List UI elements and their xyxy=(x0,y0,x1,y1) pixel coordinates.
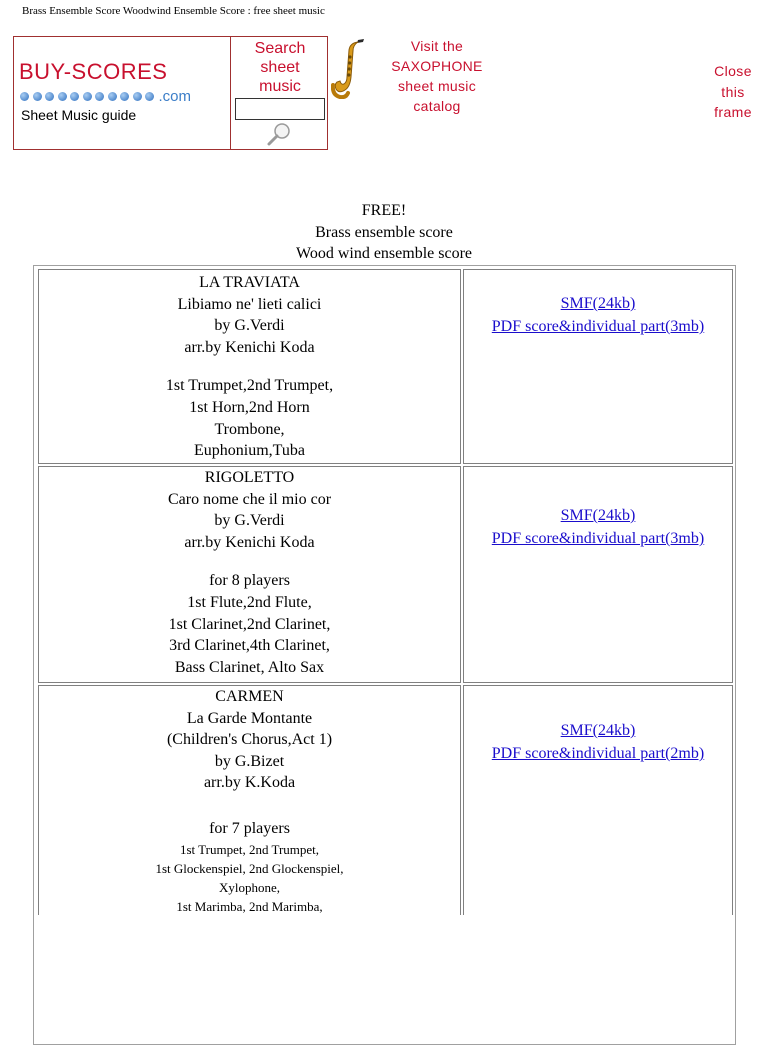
page-title: Brass Ensemble Score Woodwind Ensemble Score : free sheet music xyxy=(22,5,325,17)
logo-dot-icon xyxy=(70,92,79,101)
score-subtitle: Caro nome che il mio cor xyxy=(167,490,332,508)
saxophone-catalog-link[interactable]: Visit the SAXOPHONE sheet music catalog xyxy=(391,38,483,114)
score-instruments: 1st Marimba, 2nd Marimba, xyxy=(176,898,323,914)
smf-download-link[interactable]: SMF(24kb) xyxy=(560,507,636,524)
score-download-cell xyxy=(463,685,733,915)
score-instruments: 3rd Clarinet,4th Clarinet, xyxy=(169,637,330,655)
logo-dot-icon xyxy=(58,92,67,101)
search-sheet-music-label: Search sheet music xyxy=(254,40,306,95)
saxophone-icon[interactable] xyxy=(331,37,369,99)
logo-dot-icon xyxy=(20,92,29,101)
logo-dot-icon xyxy=(83,92,92,101)
logo-dot-icon xyxy=(145,92,154,101)
intro-line-brass: Brass ensemble score xyxy=(315,223,453,241)
score-arranger: arr.by Kenichi Koda xyxy=(184,338,315,356)
logo-subtitle: Sheet Music guide xyxy=(21,107,137,123)
score-instruments: 1st Horn,2nd Horn xyxy=(189,398,310,416)
close-frame-link[interactable]: Close this frame xyxy=(714,63,752,120)
score-composer: by G.Bizet xyxy=(214,752,285,770)
score-instruments: 1st Flute,2nd Flute, xyxy=(187,593,312,611)
pdf-download-link[interactable]: PDF score&individual part(3mb) xyxy=(491,530,705,547)
logo-dot-icon xyxy=(120,92,129,101)
score-instruments: 1st Glockenspiel, 2nd Glockenspiel, xyxy=(155,860,344,876)
score-instruments: Euphonium,Tuba xyxy=(194,442,305,460)
buy-scores-logo[interactable]: BUY-SCORES xyxy=(19,59,168,84)
pdf-download-link[interactable]: PDF score&individual part(2mb) xyxy=(491,745,705,762)
buy-scores-banner[interactable] xyxy=(13,36,328,150)
logo-dot-icon xyxy=(33,92,42,101)
logo-dot-icon xyxy=(45,92,54,101)
score-arranger: arr.by Kenichi Koda xyxy=(184,533,315,551)
smf-download-link[interactable]: SMF(24kb) xyxy=(560,722,636,739)
logo-domain: .com xyxy=(158,87,192,105)
logo-dots xyxy=(20,87,191,105)
score-composer: by G.Verdi xyxy=(214,512,285,530)
intro-line-woodwind: Wood wind ensemble score xyxy=(296,245,472,262)
search-input[interactable] xyxy=(235,98,325,120)
score-table xyxy=(33,265,736,1045)
magnifier-icon[interactable] xyxy=(264,121,294,147)
score-description-cell xyxy=(38,466,461,683)
score-download-cell xyxy=(463,466,733,683)
logo-dot-icon xyxy=(108,92,117,101)
pdf-download-link[interactable]: PDF score&individual part(3mb) xyxy=(491,318,705,335)
score-download-cell xyxy=(463,269,733,464)
score-instruments: for 8 players xyxy=(209,572,290,590)
score-title: LA TRAVIATA xyxy=(199,274,300,291)
smf-download-link[interactable]: SMF(24kb) xyxy=(560,295,636,312)
score-instruments: 1st Trumpet, 2nd Trumpet, xyxy=(179,841,320,857)
intro-heading xyxy=(0,200,768,265)
score-instruments: Xylophone, xyxy=(218,879,281,895)
score-description-cell xyxy=(38,685,461,915)
score-subtitle: (Children's Chorus,Act 1) xyxy=(166,731,333,749)
score-players: for 7 players xyxy=(209,819,290,837)
score-subtitle: Libiamo ne' lieti calici xyxy=(177,295,322,313)
score-title: RIGOLETTO xyxy=(204,469,295,486)
score-instruments: 1st Trumpet,2nd Trumpet, xyxy=(165,377,334,395)
score-description-cell xyxy=(38,269,461,464)
logo-dot-icon xyxy=(95,92,104,101)
score-instruments: Trombone, xyxy=(214,420,285,438)
score-subtitle: La Garde Montante xyxy=(186,709,313,727)
score-instruments: 1st Clarinet,2nd Clarinet, xyxy=(168,615,331,633)
intro-line-free: FREE! xyxy=(361,202,407,219)
score-arranger: arr.by K.Koda xyxy=(203,774,296,792)
logo-dot-icon xyxy=(133,92,142,101)
score-title: CARMEN xyxy=(215,688,284,705)
score-instruments: Bass Clarinet, Alto Sax xyxy=(174,658,325,676)
score-composer: by G.Verdi xyxy=(214,317,285,335)
